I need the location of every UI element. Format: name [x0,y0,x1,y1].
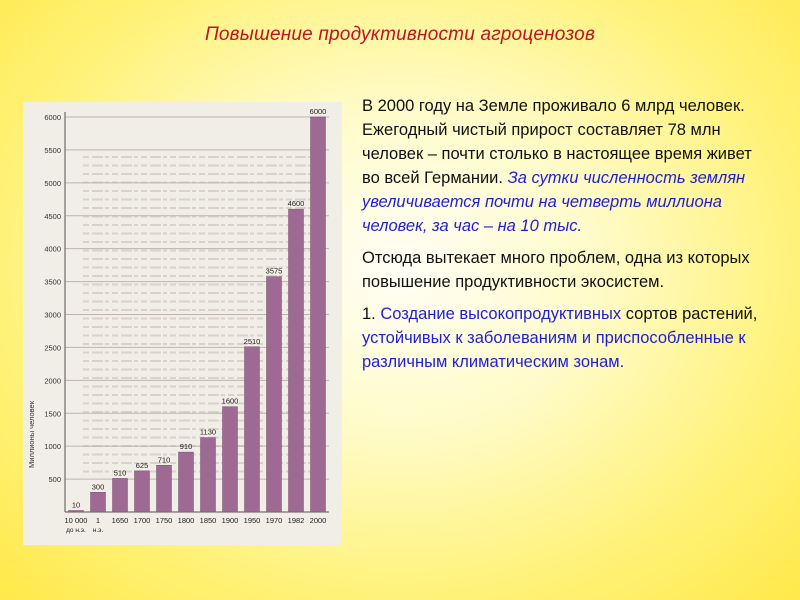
paragraph-population [362,94,772,238]
bar [179,452,194,512]
data-label: 10 [71,500,81,510]
x-tick-label: 2000 [309,516,327,525]
paragraph-point-1 [362,302,772,374]
paragraph-population-plain: В 2000 году на Земле проживало 6 млрд человек. Ежегодный чистый прирост составляет 78 млн человек – почти столько в настоящее время живет во всей Германии. [362,97,752,187]
y-tick-label: 6000 [44,113,61,122]
data-label: 1600 [221,396,239,406]
x-tick-sublabel: до н.э. [66,527,86,534]
point-part-1: Создание высокопродуктивных [380,305,622,323]
bar [69,511,84,513]
x-tick-label: 10 000 [64,516,88,525]
data-label: 1130 [199,427,217,437]
bar [201,438,216,512]
data-label: 4600 [287,199,305,209]
data-label: 910 [179,442,193,452]
y-tick-label: 5500 [44,145,61,155]
y-axis-label: Миллионы человек [27,401,36,468]
text-block [362,94,772,382]
bar [157,465,172,512]
data-label: 6000 [309,107,327,116]
bar [135,471,150,512]
bar [91,492,106,512]
y-tick-label: 5000 [44,178,61,188]
bar [289,209,304,512]
x-tick-label: 1 [95,516,101,525]
data-label: 510 [113,468,127,478]
y-tick-label: 2000 [44,376,61,386]
y-tick-label: 2500 [44,343,61,353]
population-bar-chart [23,102,342,545]
point-number: 1. [362,305,381,323]
x-tick-label: 1850 [199,516,217,525]
x-tick-label: 1700 [133,516,151,525]
slide-title: Повышение продуктивности агроценозов [204,24,596,45]
bar [223,407,238,512]
point-part-2: сортов растений, [621,305,758,323]
bar [113,478,128,512]
x-tick-label: 1650 [111,516,129,525]
data-label: 300 [91,482,105,492]
x-tick-label: 1970 [265,516,283,525]
paragraph-problems: Отсюда вытекает много проблем, одна из которых повышение продуктивности экосистем. [362,249,750,291]
y-tick-label: 3500 [44,277,61,287]
population-chart [23,102,342,545]
x-tick-label: 1982 [287,516,305,525]
x-tick-label: 1950 [243,516,261,525]
y-tick-label: 4500 [44,211,61,221]
bar [245,347,260,512]
data-label: 2510 [243,336,261,346]
point-part-3: устойчивых к заболеваниям и приспособленные к различным климатическим зонам. [362,329,746,371]
data-label: 625 [135,460,149,470]
y-tick-label: 4000 [44,244,61,254]
bar [267,277,282,512]
data-label: 710 [157,455,171,465]
y-tick-label: 1500 [44,409,61,419]
bar [311,117,326,512]
y-tick-label: 500 [48,475,61,485]
x-tick-label: 1900 [221,516,239,525]
x-tick-label: 1750 [155,516,173,525]
paragraph-population-highlight: За сутки численность землян увеличивается почти на четверть миллиона человек, за час – на 10 тыс. [362,169,746,235]
x-tick-label: 1800 [177,516,195,525]
y-tick-label: 3000 [44,310,61,320]
y-tick-label: 1000 [44,442,61,452]
x-tick-sublabel: н.э. [92,527,104,534]
data-label: 3575 [265,266,283,276]
